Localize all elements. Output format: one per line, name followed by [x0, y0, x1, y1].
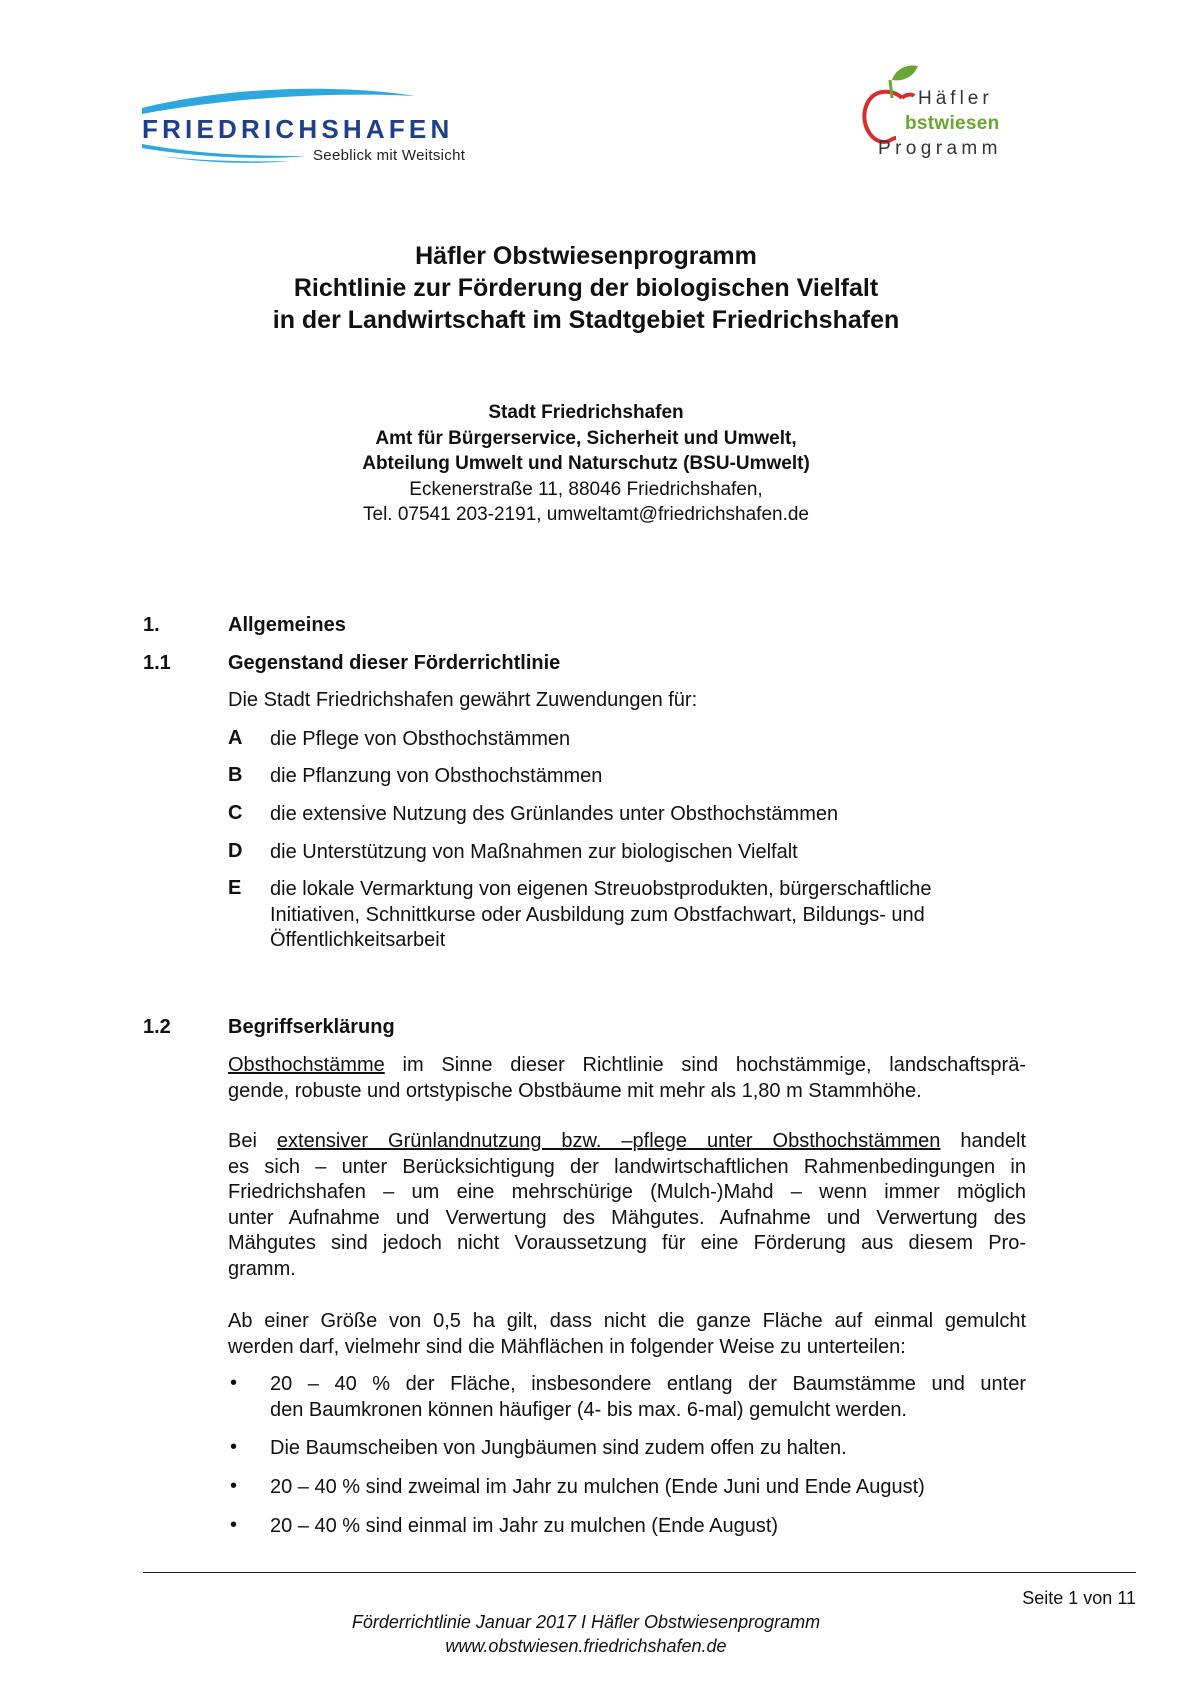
list-item — [270, 877, 1030, 954]
list-letter: A — [228, 727, 243, 749]
subsection-heading: Gegenstand dieser Förderrichtlinie — [228, 652, 561, 674]
obstwiesen-logo — [850, 58, 1020, 168]
city-logo-wordmark: FRIEDRICHSHAFEN — [142, 114, 454, 144]
friedrichshafen-logo — [140, 84, 510, 174]
footer-url: www.obstwiesen.friedrichshafen.de — [445, 1636, 727, 1656]
bullet-icon: • — [230, 1475, 238, 1497]
program-logo-line1: Häfler — [918, 88, 993, 109]
defined-term: Obsthochstämme — [228, 1054, 385, 1076]
list-item: die Unterstützung von Maßnahmen zur biologischen Vielfalt — [270, 841, 798, 863]
list-item: die Pflege von Obsthochstämmen — [270, 728, 571, 750]
paragraph-line: Ab einer Größe von 0,5 ha gilt, dass nicht die ganze Fläche auf einmal gemulcht — [228, 1310, 1026, 1332]
bullet-line: den Baumkronen können häufiger (4- bis max. 6-mal) gemulcht werden. — [270, 1398, 907, 1421]
address-block — [150, 400, 1022, 528]
list-letter: C — [228, 802, 243, 824]
defined-term: extensiver Grünlandnutzung bzw. –pflege unter Obsthochstämmen — [276, 1130, 941, 1152]
address-line: Stadt Friedrichshafen — [488, 402, 684, 423]
paragraph-text: im Sinne dieser Richtlinie sind hochstämmige, landschaftsprä- — [384, 1054, 1026, 1076]
address-line: Abteilung Umwelt und Naturschutz (BSU-Umwelt) — [362, 453, 810, 474]
program-logo-line2: bstwiesen — [905, 113, 1000, 134]
list-letter: B — [228, 764, 243, 786]
bullet-icon: • — [230, 1514, 238, 1536]
paragraph — [228, 1129, 1026, 1282]
address-line: Eckenerstraße 11, 88046 Friedrichshafen, — [409, 478, 763, 500]
subsection-number: 1.1 — [143, 652, 171, 674]
section-heading: Allgemeines — [228, 614, 346, 636]
bullet-item — [270, 1372, 1026, 1423]
footer — [150, 1610, 1022, 1658]
paragraph-line: Mähgutes sind jedoch nicht Voraussetzung für eine Förderung aus diesem Pro- — [228, 1232, 1026, 1254]
paragraph-line: Friedrichshafen – um eine mehrschürige (Mulch-)Mahd – wenn immer möglich — [228, 1181, 1026, 1203]
address-line: Tel. 07541 203-2191, umweltamt@friedrichshafen.de — [363, 504, 809, 525]
list-item-line: Öffentlichkeitsarbeit — [270, 929, 446, 951]
list-item: die Pflanzung von Obsthochstämmen — [270, 765, 603, 787]
section-number: 1. — [143, 614, 160, 636]
page-number: Seite 1 von 11 — [1022, 1588, 1136, 1608]
city-slogan: Seeblick mit Weitsicht — [313, 147, 466, 164]
paragraph — [228, 1309, 1026, 1360]
bullet-item: 20 – 40 % sind zweimal im Jahr zu mulchen (Ende Juni und Ende August) — [270, 1476, 925, 1498]
program-logo-line3: Programm — [878, 138, 1002, 159]
bullet-item: 20 – 40 % sind einmal im Jahr zu mulchen (Ende August) — [270, 1515, 779, 1537]
title-line: Häfler Obstwiesenprogramm — [415, 242, 757, 270]
paragraph-line: gende, robuste und ortstypische Obstbäume mit mehr als 1,80 m Stammhöhe. — [228, 1079, 922, 1102]
paragraph-line: werden darf, vielmehr sind die Mähflächen in folgender Weise zu unterteilen: — [228, 1335, 906, 1358]
list-letter: D — [228, 840, 243, 862]
paragraph-text: handelt — [940, 1130, 1027, 1152]
paragraph-line: unter Aufnahme und Verwertung des Mähgutes. Aufnahme und Verwertung des — [228, 1206, 1026, 1229]
paragraph — [228, 1053, 1026, 1104]
document-title — [150, 240, 1022, 336]
list-item-line: Initiativen, Schnittkurse oder Ausbildung zum Obstfachwart, Bildungs- und — [270, 903, 925, 926]
subsection-number: 1.2 — [143, 1016, 171, 1038]
bullet-icon: • — [230, 1436, 238, 1458]
subsection-heading: Begriffserklärung — [228, 1016, 395, 1038]
list-letter: E — [228, 877, 242, 899]
bullet-icon: • — [230, 1372, 238, 1394]
footer-line: Förderrichtlinie Januar 2017 I Häfler Obstwiesenprogramm — [351, 1612, 821, 1632]
footer-divider — [143, 1572, 1136, 1573]
paragraph-text: Bei — [228, 1130, 277, 1152]
bullet-item: Die Baumscheiben von Jungbäumen sind zudem offen zu halten. — [270, 1437, 847, 1459]
list-item: die extensive Nutzung des Grünlandes unter Obsthochstämmen — [270, 803, 839, 825]
address-line: Amt für Bürgerservice, Sicherheit und Umwelt, — [375, 427, 797, 449]
bullet-line: 20 – 40 % der Fläche, insbesondere entlang der Baumstämme und unter — [270, 1373, 1026, 1395]
paragraph-line: gramm. — [228, 1257, 296, 1280]
title-line: in der Landwirtschaft im Stadtgebiet Friedrichshafen — [272, 306, 900, 334]
title-line: Richtlinie zur Förderung der biologischen Vielfalt — [293, 274, 879, 302]
paragraph-line: es sich – unter Berücksichtigung der landwirtschaftlichen Rahmenbedingungen in — [228, 1155, 1026, 1178]
list-item-line: die lokale Vermarktung von eigenen Streuobstprodukten, bürgerschaftliche — [270, 878, 932, 900]
intro-text: Die Stadt Friedrichshafen gewährt Zuwendungen für: — [228, 689, 698, 711]
